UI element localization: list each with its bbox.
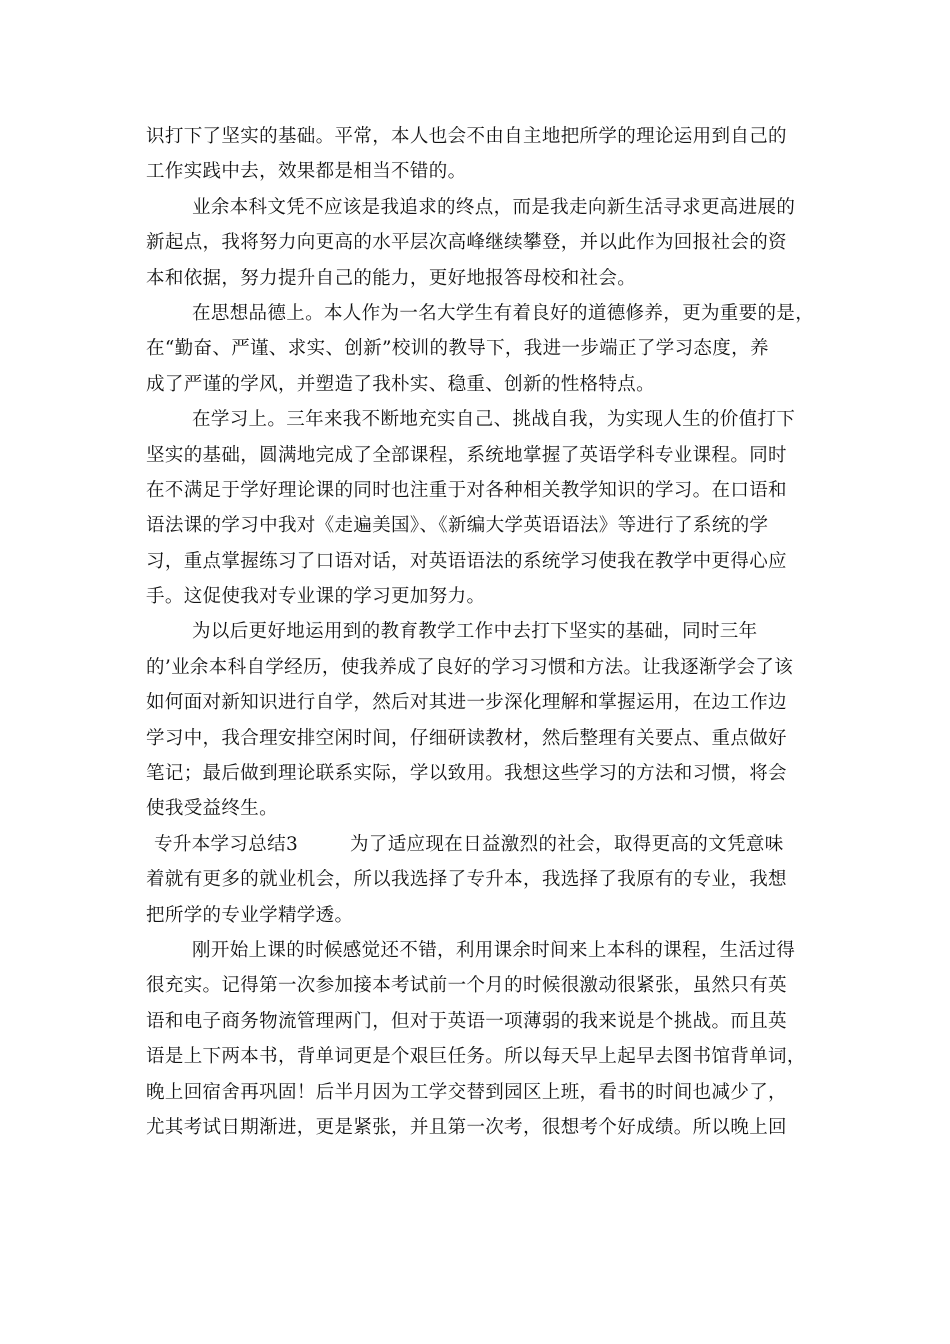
text-line: 语是上下两本书，背单词更是个艰巨任务。所以每天早上起早去图书馆背单词， — [146, 1046, 806, 1068]
text-line: 着就有更多的就业机会，所以我选择了专升本，我选择了我原有的专业，我想 — [146, 869, 787, 891]
text-line: 坚实的基础，圆满地完成了全部课程，系统地掌握了英语学科专业课程。同时 — [146, 444, 787, 466]
text-line: 学习中，我合理安排空闲时间，仔细研读教材，然后整理有关要点、重点做好 — [146, 727, 787, 749]
text-line: 使我受益终生。 — [146, 798, 278, 820]
text-line: 成了严谨的学风，并塑造了我朴实、稳重、创新的性格特点。 — [146, 373, 655, 395]
paragraph-start-line: 在思想品德上。本人作为一名大学生有着良好的道德修养，更为重要的是， — [192, 302, 815, 324]
paragraph-start-line: 在学习上。三年来我不断地充实自己、挑战自我，为实现人生的价值打下 — [192, 409, 796, 431]
text-line: 识打下了坚实的基础。平常，本人也会不由自主地把所学的理论运用到自己的 — [146, 126, 787, 147]
text-line: 习，重点掌握练习了口语对话，对英语语法的系统学习使我在教学中更得心应 — [146, 550, 787, 572]
text-line: 笔记；最后做到理论联系实际，学以致用。我想这些学习的方法和习惯，将会 — [146, 763, 787, 785]
text-line: 新起点，我将努力向更高的水平层次高峰继续攀登，并以此作为回报社会的资 — [146, 232, 787, 254]
section-heading-line — [146, 827, 826, 862]
text-line: 尤其考试日期渐进，更是紧张，并且第一次考，很想考个好成绩。所以晚上回 — [146, 1116, 787, 1138]
text-line: 在不满足于学好理论课的同时也注重于对各种相关教学知识的学习。在口语和 — [146, 479, 787, 501]
paragraph-start-line: 刚开始上课的时候感觉还不错，利用课余时间来上本科的课程，生活过得 — [192, 939, 796, 961]
text-line: 语和电子商务物流管理两门，但对于英语一项薄弱的我来说是个挑战。而且英 — [146, 1010, 787, 1032]
section-title: 专升本学习总结3 — [154, 833, 299, 855]
text-line: 语法课的学习中我对《走遍美国》、《新编大学英语语法》等进行了系统的学 — [146, 515, 769, 537]
text-line: 本和依据，努力提升自己的能力，更好地报答母校和社会。 — [146, 267, 637, 289]
paragraph-start-line: 为以后更好地运用到的教育教学工作中去打下坚实的基础，同时三年 — [192, 621, 758, 643]
text-line: 晚上回宿舍再巩固！后半月因为工学交替到园区上班，看书的时间也减少了， — [146, 1081, 787, 1103]
text-line: 工作实践中去，效果都是相当不错的。 — [146, 161, 467, 183]
document-body — [146, 119, 826, 1145]
text-line: 在“勤奋、严谨、求实、创新”校训的教导下，我进一步端正了学习态度，养 — [146, 338, 769, 360]
text-line: 把所学的专业学精学透。 — [146, 904, 354, 926]
paragraph-start-line: 业余本科文凭不应该是我追求的终点，而是我走向新生活寻求更高进展的 — [192, 196, 796, 218]
text-line: 很充实。记得第一次参加接本考试前一个月的时候很激动很紧张，虽然只有英 — [146, 975, 787, 997]
section-first-line: 为了适应现在日益激烈的社会，取得更高的文凭意味 — [350, 833, 784, 855]
text-line: 如何面对新知识进行自学，然后对其进一步深化理解和掌握运用，在边工作边 — [146, 692, 787, 714]
text-line: 的’业余本科自学经历，使我养成了良好的学习习惯和方法。让我逐渐学会了该 — [146, 656, 794, 678]
text-line: 手。这促使我对专业课的学习更加努力。 — [146, 586, 486, 608]
